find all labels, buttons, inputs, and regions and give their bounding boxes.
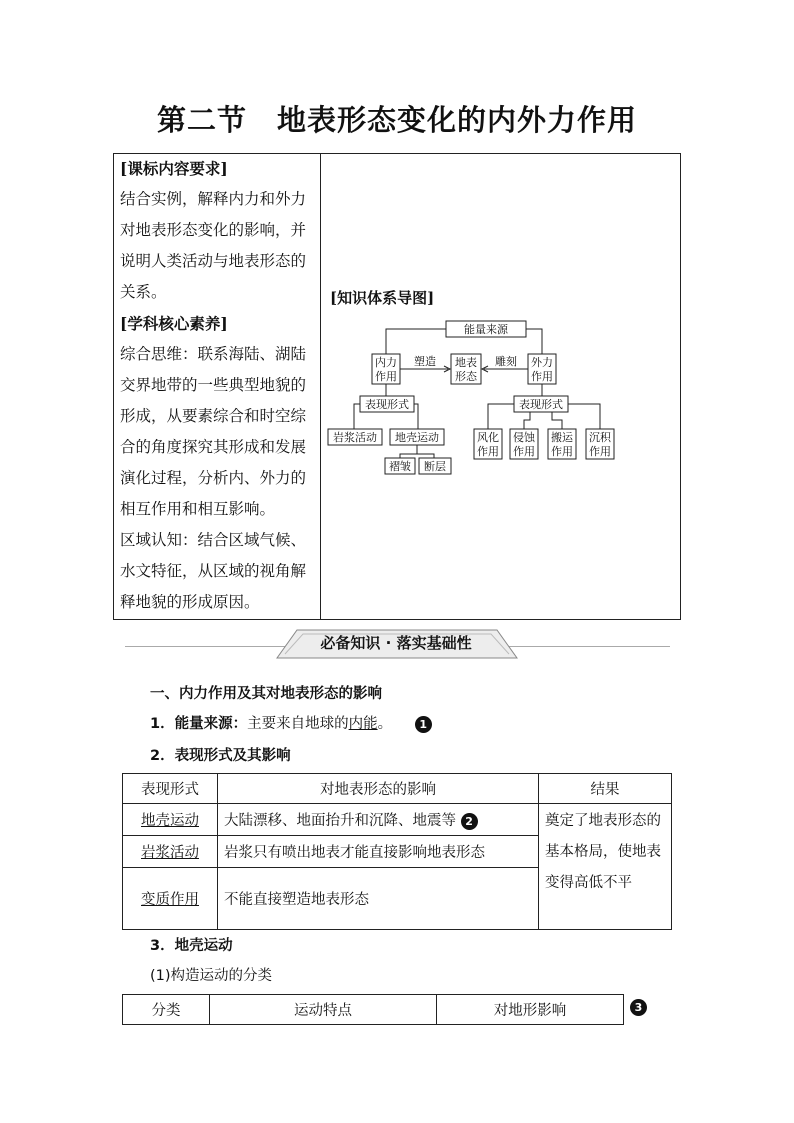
header-result: 结果 (539, 774, 672, 804)
transport-label-1: 搬运 (551, 431, 573, 444)
surface-form-label-2: 形态 (455, 370, 477, 383)
header-form: 表现形式 (123, 774, 218, 804)
energy-to-outer-line (526, 329, 542, 354)
page-title: 第二节 地表形态变化的内外力作用 (156, 103, 637, 137)
deposition-label-1: 沉积 (589, 431, 611, 444)
weathering-label-1: 风化 (477, 431, 499, 444)
forms-to-transport-line (552, 412, 562, 429)
inner-force-label-2: 作用 (375, 370, 397, 383)
outer-forms-label: 表现形式 (519, 398, 563, 411)
internal-force-table (122, 773, 672, 930)
inner-force-label-1: 内力 (375, 356, 397, 369)
effect-crustal-movement: 大陆漂移、地面抬升和沉降、地震等 (224, 813, 456, 829)
fold-label: 褶皱 (389, 460, 411, 473)
effect-metamorphism: 不能直接塑造地表形态 (218, 868, 539, 930)
energy-source-item-label: 1．能量来源： (150, 716, 248, 732)
header-characteristics: 运动特点 (210, 995, 437, 1025)
outer-force-label-1: 外力 (531, 356, 553, 369)
section1-heading: 一、内力作用及其对地表形态的影响 (150, 686, 382, 702)
badge-1: 1 (415, 716, 432, 733)
deposition-label-2: 作用 (589, 445, 611, 458)
badge-3: 3 (630, 999, 647, 1016)
crust-to-fold-line (400, 445, 417, 458)
energy-source-label: 能量来源 (464, 323, 508, 336)
badge-2: 2 (461, 813, 478, 830)
inner-forms-label: 表现形式 (365, 398, 409, 411)
requirements-column (120, 153, 318, 618)
forms-to-deposition-line (568, 404, 600, 429)
form-metamorphism: 变质作用 (141, 892, 199, 908)
energy-source-item-text: 主要来自地球的 (247, 716, 349, 732)
shape-arrow-label: 塑造 (414, 355, 436, 368)
core-literacy-heading: [学科核心素养] (120, 314, 228, 333)
table-row (123, 804, 672, 836)
weathering-label-2: 作用 (477, 445, 499, 458)
tectonic-movement-table (122, 994, 624, 1025)
section1-item2: 2．表现形式及其影响 (150, 748, 291, 764)
knowledge-map-title: [知识体系导图] (330, 289, 435, 307)
core-literacy-text-1: 综合思维：联系海陆、湖陆交界地带的一些典型地貌的形成，从要素综合和时空综合的角度探究其形成和发展演化过程，分析内、外力的相互作用和相互影响。 (120, 345, 307, 518)
table-header-row (123, 774, 672, 804)
outer-force-label-2: 作用 (531, 370, 553, 383)
curriculum-requirement-heading: [课标内容要求] (120, 159, 228, 178)
fault-label: 断层 (424, 460, 446, 473)
result-cell: 奠定了地表形态的基本格局，使地表变得高低不平 (539, 804, 672, 930)
erosion-label-2: 作用 (513, 445, 535, 458)
energy-source-answer: 内能 (348, 716, 378, 732)
transport-label-2: 作用 (551, 445, 573, 458)
energy-to-inner-line (386, 329, 446, 354)
header-landform-effect: 对地形影响 (437, 995, 624, 1025)
crustal-movement-label: 地壳运动 (395, 431, 439, 444)
section3-sub1: (1)构造运动的分类 (150, 968, 273, 984)
effect-magma-activity: 岩浆只有喷出地表才能直接影响地表形态 (218, 836, 539, 868)
header-effect: 对地表形态的影响 (218, 774, 539, 804)
energy-source-item-end: 。 (377, 716, 393, 732)
knowledge-map-diagram (320, 310, 660, 485)
energy-source-line (150, 712, 432, 733)
crust-to-fault-line (417, 454, 434, 458)
carve-arrow-label: 雕刻 (495, 355, 517, 368)
surface-form-label-1: 地表 (455, 356, 477, 369)
form-magma-activity: 岩浆活动 (141, 845, 199, 861)
curriculum-requirement-text: 结合实例，解释内力和外力对地表形态变化的影响，并说明人类活动与地表形态的关系。 (120, 190, 307, 301)
table-header-row (123, 995, 624, 1025)
forms-to-erosion-line (524, 412, 530, 429)
magma-activity-label: 岩浆活动 (333, 431, 377, 444)
section3-heading: 3．地壳运动 (150, 938, 233, 954)
header-category: 分类 (123, 995, 210, 1025)
forms-to-weathering-line (488, 404, 514, 429)
core-literacy-text-2: 区域认知：结合区域气候、水文特征，从区域的视角解释地貌的形成原因。 (120, 531, 307, 611)
form-crustal-movement: 地壳运动 (141, 813, 199, 829)
banner-line-left (125, 646, 300, 647)
erosion-label-1: 侵蚀 (513, 431, 535, 444)
section-banner: 必备知识 · 落实基础性 (320, 634, 472, 652)
